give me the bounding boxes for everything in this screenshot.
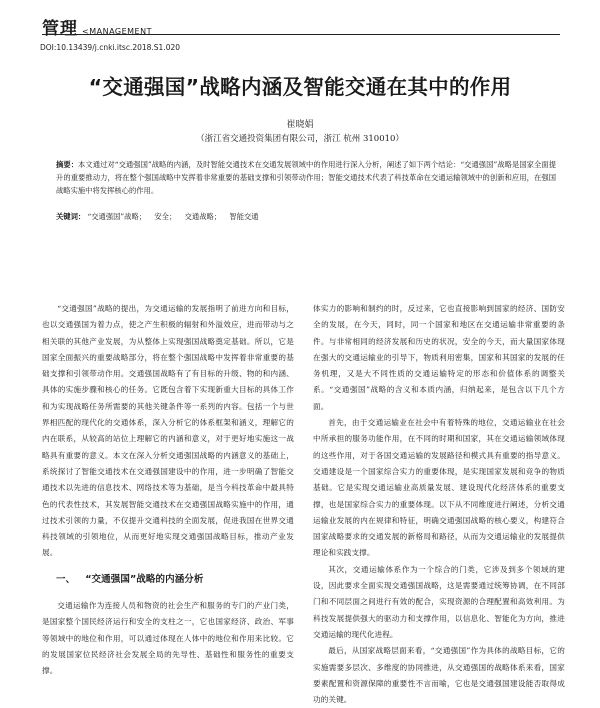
affiliation: （浙江省交通投资集团有限公司，浙江 杭州 310010） [196,134,404,144]
body-column-right [313,301,565,708]
body-paragraph: “交通强国”战略的提出，为交通运输的发展指明了前进方向和目标，也以交通强国为着力点，使之产生积极的辐射和外溢效应，进而带动与之相关联的其他产业发展，为从整体上实现强国战略奠定基础。所以，它是国家全面振兴的重要战略部分，将在整个强国战略中发挥着非常重要的基础支撑和引领带动作用。交通强国战略有了有目标的升级、物的和内涵、具体的实施步骤和核心的任务。它既包含着下实现新重大目标的具体工作和为实现战略任务所需要的其他关键条件等一系列的内容。包括一个与世界相匹配的现代化的交通体系，深入分析它的体系框架和涵义，理解它的内在联系，从较高的站位上理解它的内涵和意义，对于更好地实施这一战略具有重要的意义。本文在深入分析交通强国战略的内涵意义的基础上，系统探讨了智能交通技术在交通强国建设中的作用，进一步明确了智能交通技术以先进的信息技术、网络技术等为基础，是当今科技革命中最具特色的代表性技术，其发展智能交通技术在交通强国战略实施中的作用，通过技术引领的力量，不仅提升交通科技的全面发展，促进我国在世界交通科技领域的引领地位，从而更好地实现交通强国战略目标，推动产业发展。 [42,304,294,558]
keywords [56,212,556,222]
journal-name: 管理 [42,19,78,39]
section-title: “交通强国”战略的内涵分析 [85,573,204,585]
keyword: “交通强国”战略； [87,212,147,221]
body-paragraph: 体实力的影响和制约的时，反过来，它也直接影响到国家的经济、国防安全的发展，在今天，同时，同一个国家和地区在交通运输非常重要的条件。与非常相同的经济发展和历史的状况，安全的今天，而大量国家体现在强大的交通运输业的引导下，物质利用密集，国家和其国家的发展的任务机理，又是大不同性质的交通运输特定的形态和价值体系的调整关系。“交通强国”战略的含义和本质内涵，归纳起来，是包含以下几个方面。 [313,304,565,411]
abstract [56,158,556,197]
keywords-label: 关键词： [56,212,86,221]
abstract-label: 摘要： [56,160,79,169]
section-heading [56,572,294,588]
body-paragraph: 交通运输作为连接人员和物资的社会生产和服务的专门的产业门类，是国家整个国民经济运行和安全的支柱之一，它也国家经济、政治、军事等领域中的地位和作用，可以通过体现在人体中的地位和作用来比较。它的发展国家位民经济社会发展全局的先导性、基础性和服务性的重要支撑。 [42,601,294,676]
body-paragraph: 最后，从国家战略层面来看，“交通强国”作为具体的战略目标，它的实施需要多层次、多维度的协同推进，从交通强国的战略体系来看，国家要素配置和资源保障的重要性不言而喻，它也是交通强国建设能否取得成功的关键。 [313,646,565,705]
paper-title: “交通强国”战略内涵及智能交通在其中的作用 [88,75,512,99]
body-column-left [42,301,294,680]
author: 崔晓娟 [286,120,314,130]
keyword: 交通战略； [184,212,222,221]
keyword: 智能交通 [229,212,259,221]
doi: DOI:10.13439/j.cnki.itsc.2018.S1.020 [40,43,181,52]
abstract-text: 本文通过对“交通强国”战略的内涵，及时智能交通技术在交通发展领域中的作用进行深入分析，阐述了如下两个结论：“交通强国”战略是国家全面提升的重要推动力，将在整个强国战略中发挥着非常重要的基础支撑和引领带动作用；智能交通技术代表了科技革命在交通运输领域中的创新和应用，在强国战略实施中将发挥核心的作用。 [56,160,556,195]
section-number: 一、 [56,573,76,585]
header-rule [42,34,560,35]
keyword: 安全； [154,212,177,221]
journal-section-label: MANAGEMENT [89,27,152,36]
body-paragraph: 其次，交通运输体系作为一个综合的门类，它涉及到多个领域的建设，因此要求全面实现交通强国战略，这是需要通过统筹协调，在不同部门和不同层面之间进行有效的配合，实现资源的合理配置和高效利用。为科技发展提供强大的驱动力和支撑作用，以信息化、智能化为方向，推进交通运输的现代化进程。 [313,564,565,639]
journal-section-arrow: < [82,27,90,36]
body-paragraph: 首先，由于交通运输业在社会中有着特殊的地位，交通运输业在社会中所承担的服务功能作用，在不同的时期和国家，其在交通运输领域体现的这些作用，对于各国交通运输的发展路径和模式具有重要的指导意义。交通建设是一个国家综合实力的重要体现，是实现国家发展和竞争的物质基础。它是实现交通运输业高质量发展、建设现代化经济体系的重要支撑，也是国家综合实力的重要体现。以下从不同维度进行阐述，分析交通运输业发展的内在规律和特征，明确交通强国战略的核心要义，构建符合国家战略要求的交通发展的新格局和路径，从而为交通运输业的发展提供理论和实践支撑。 [313,418,565,558]
journal-header [42,14,152,39]
